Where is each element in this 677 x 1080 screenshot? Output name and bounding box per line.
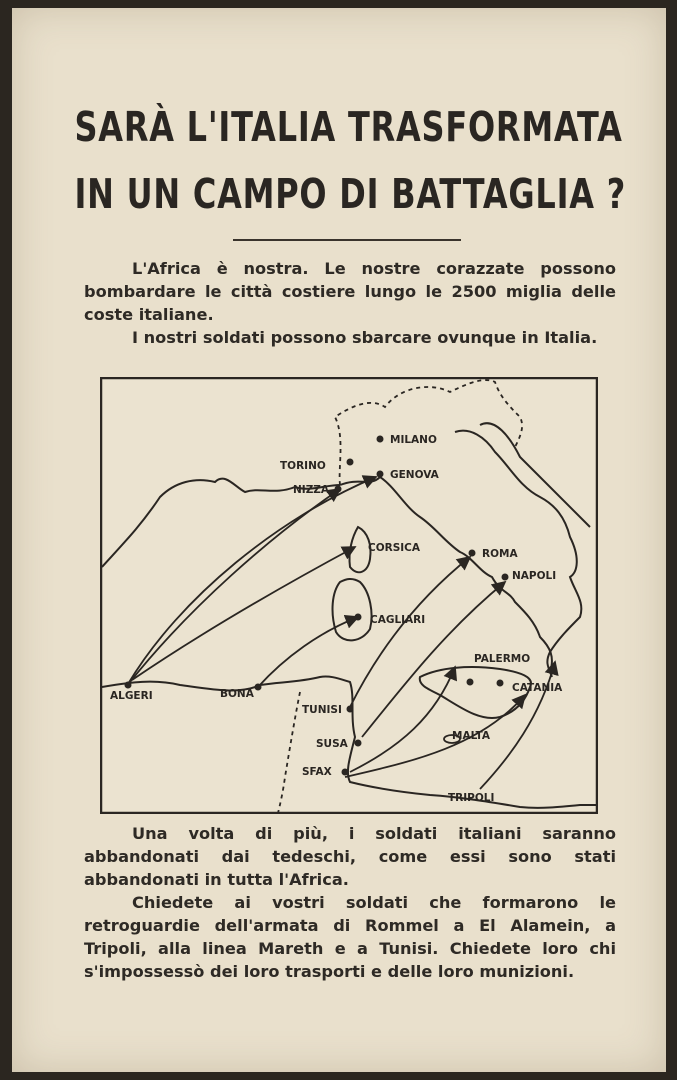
- nizza-dot: [335, 486, 342, 493]
- intro-paragraph-2: I nostri soldati possono sbarcare ovunque in Italia.: [132, 328, 598, 347]
- sfax-dot: [342, 769, 349, 776]
- algeri-dot: [125, 682, 132, 689]
- label-susa: SUSA: [316, 738, 348, 750]
- milano-dot: [377, 436, 384, 443]
- label-catania: CATANIA: [512, 682, 563, 694]
- cagliari-dot: [355, 614, 362, 621]
- headline-line-2: IN UN CAMPO DI BATTAGLIA ?: [74, 170, 627, 218]
- label-torino: TORINO: [280, 460, 326, 472]
- label-palermo: PALERMO: [474, 653, 531, 665]
- invasion-map: [100, 377, 598, 814]
- label-algeri: ALGERI: [110, 690, 153, 702]
- label-bona: BONA: [220, 688, 254, 700]
- tunisi-dot: [347, 706, 354, 713]
- headline-line-1: SARÀ L'ITALIA TRASFORMATA: [74, 103, 623, 151]
- genova-dot: [377, 471, 384, 478]
- label-roma: ROMA: [482, 548, 518, 560]
- closing-paragraph-2: Chiedete ai vostri soldati che formarono le retroguardie dell'armata di Rommel a El Alamein, a Tripoli, alla linea Mareth e a Tunisi. Chiedete loro chi s'impossessò dei loro trasporti e delle loro munizioni.: [84, 893, 616, 981]
- headline-divider: [233, 239, 461, 241]
- closing-paragraph-1: Una volta di più, i soldati italiani saranno abbandonati dai tedeschi, come essi sono stati abbandonati in tutta l'Africa.: [84, 824, 616, 889]
- label-milano: MILANO: [390, 434, 437, 446]
- label-tunisi: TUNISI: [302, 704, 342, 716]
- label-corsica: CORSICA: [368, 542, 421, 554]
- label-cagliari: CAGLIARI: [370, 614, 426, 626]
- palermo-dot: [467, 679, 474, 686]
- intro-paragraph-1: L'Africa è nostra. Le nostre corazzate possono bombardare le città costiere lungo le 2500 miglia delle coste italiane.: [84, 259, 616, 324]
- label-tripoli: TRIPOLI: [448, 792, 495, 804]
- label-nizza: NIZZA: [293, 484, 330, 496]
- label-sfax: SFAX: [302, 766, 332, 778]
- sardinia-island: [333, 579, 372, 640]
- roma-dot: [469, 550, 476, 557]
- susa-dot: [355, 740, 362, 747]
- catania-dot: [497, 680, 504, 687]
- napoli-dot: [502, 574, 509, 581]
- label-genova: GENOVA: [390, 469, 439, 481]
- label-napoli: NAPOLI: [512, 570, 557, 582]
- torino-dot: [347, 459, 354, 466]
- label-malta: MALTA: [452, 730, 491, 742]
- bona-dot: [255, 684, 262, 691]
